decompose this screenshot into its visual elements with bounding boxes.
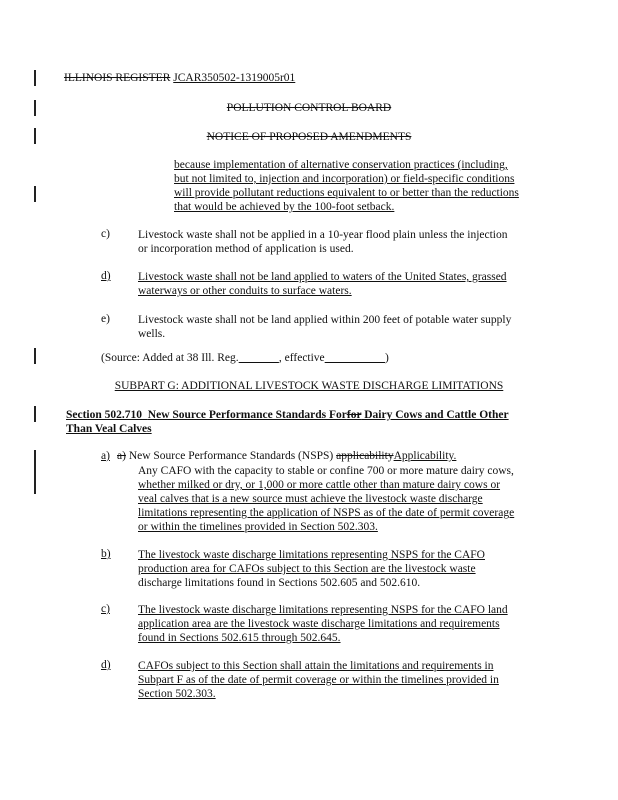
item-label: c) — [101, 603, 110, 615]
change-bar — [34, 186, 36, 202]
change-bar — [34, 406, 36, 422]
change-bar — [34, 348, 36, 364]
item-label: d) — [101, 270, 111, 282]
source-note: (Source: Added at 38 Ill. Reg. ______ , effective __________) — [101, 352, 389, 364]
intro-paragraph: because implementation of alternative conservation practices (including, but not limited to, injection and incorporation) or field-specific conditions will provide pollutant reductions equivalent to or better than the reductions that would be achieved by the 100-foot setback. — [174, 159, 519, 213]
board-title: POLLUTION CONTROL BOARD — [226, 102, 392, 114]
item-label: e) — [101, 313, 110, 325]
item-label: a) — [101, 450, 110, 462]
register-name: ILLINOIS REGISTER — [64, 72, 171, 84]
notice-title: NOTICE OF PROPOSED AMENDMENTS — [206, 131, 412, 143]
register-code: JCAR350502-1319005r01 — [173, 72, 296, 84]
item-text: CAFOs subject to this Section shall attain the limitations and requirements in Subpart F as of the date of permit coverage or within the timelines provided in Section 502.303. — [138, 660, 499, 700]
item-text: Livestock waste shall not be land applied to waters of the United States, grassed waterways or other conduits to surface waters. — [138, 271, 507, 297]
change-bar — [34, 450, 36, 494]
item-text: The livestock waste discharge limitations representing NSPS for the CAFO production area for CAFOs subject to this Section are the livestock waste discharge limitations found in Sections 502.605 and 502.610. — [138, 549, 485, 589]
subpart-heading: SUBPART G: ADDITIONAL LIVESTOCK WASTE DISCHARGE LIMITATIONS — [114, 380, 504, 392]
item-label: d) — [101, 659, 111, 671]
item-text: The livestock waste discharge limitations representing NSPS for the CAFO land application area are the livestock waste discharge limitations and requirements found in Sections 502.615 through 502.645. — [138, 604, 508, 644]
item-first-line: a) New Source Performance Standards (NSPS) applicabilityApplicability. — [117, 450, 457, 462]
item-text: Livestock waste shall not be land applied within 200 feet of potable water supply wells. — [138, 314, 512, 340]
change-bar — [34, 70, 36, 86]
item-text: Any CAFO with the capacity to stable or confine 700 or more mature dairy cows, whether milked or dry, or 1,000 or more cattle other than mature dairy cows or veal calves that is a new source must achieve the livestock waste discharge limitations representing the application of NSPS as of the date of permit coverage or within the timelines provided in Section 502.303. — [138, 465, 515, 533]
section-heading: Section 502.710 New Source Performance Standards Forfor Dairy Cows and Cattle Other Than Veal Calves — [66, 409, 509, 435]
item-label: c) — [101, 228, 110, 240]
register-header — [64, 72, 295, 84]
item-text: Livestock waste shall not be applied in a 10-year flood plain unless the injection or incorporation method of application is used. — [138, 229, 508, 255]
item-label: b) — [101, 548, 111, 560]
